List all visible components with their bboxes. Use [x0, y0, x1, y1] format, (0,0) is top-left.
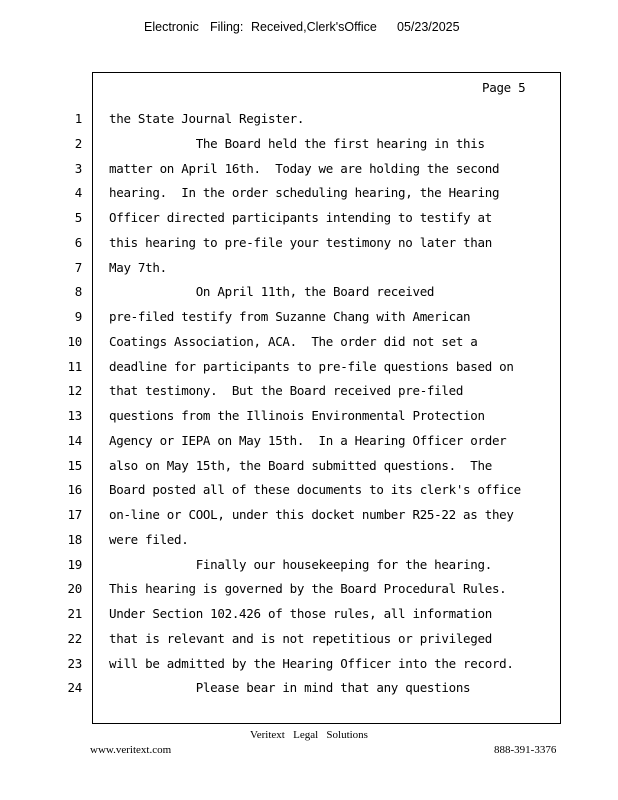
- line-number: 2: [74, 135, 82, 151]
- transcript-line: that testimony. But the Board received pre-filed: [109, 383, 464, 399]
- transcript-line: pre-filed testify from Suzanne Chang with American: [109, 309, 471, 324]
- line-number: 13: [67, 408, 82, 423]
- line-number: 4: [74, 185, 82, 201]
- transcript-line: This hearing is governed by the Board Procedural Rules.: [109, 581, 507, 597]
- transcript-line: Agency or IEPA on May 15th. In a Hearing Officer order: [109, 432, 507, 448]
- line-number: 16: [67, 482, 82, 498]
- transcript-line: Finally our housekeeping for the hearing.: [109, 556, 492, 572]
- line-number: 3: [74, 160, 82, 176]
- transcript-line: this hearing to pre-file your testimony no later than: [109, 234, 492, 250]
- footer-website: www.veritext.com: [90, 744, 172, 756]
- footer-company: Veritext Legal Solutions: [250, 729, 368, 741]
- transcript-line: Board posted all of these documents to its clerk's office: [109, 482, 521, 498]
- line-number: 9: [74, 309, 82, 324]
- header-filing: Filing:: [210, 20, 244, 34]
- transcript-line: were filed.: [109, 531, 189, 547]
- transcript-line: on-line or COOL, under this docket number R25-22 as they: [109, 507, 514, 522]
- line-number: 7: [74, 259, 82, 275]
- line-number: 17: [67, 507, 82, 522]
- line-number: 10: [67, 333, 82, 349]
- transcript-line: the State Journal Register.: [109, 111, 305, 126]
- line-number: 20: [67, 581, 82, 597]
- transcript-line: On April 11th, the Board received: [109, 284, 435, 300]
- line-number: 19: [67, 556, 82, 572]
- line-number: 11: [67, 358, 82, 374]
- line-number: 21: [67, 606, 82, 621]
- transcript-line: matter on April 16th. Today we are holding the second: [109, 160, 500, 176]
- line-number: 23: [67, 655, 82, 671]
- line-number: 24: [67, 680, 82, 696]
- line-number: 14: [67, 432, 82, 448]
- header-date: 05/23/2025: [397, 20, 460, 34]
- transcript-line: also on May 15th, the Board submitted questions. The: [109, 457, 492, 473]
- transcript-line: will be admitted by the Hearing Officer into the record.: [109, 655, 514, 671]
- transcript-line: Under Section 102.426 of those rules, all information: [109, 606, 492, 621]
- header-electronic: Electronic: [144, 20, 199, 34]
- transcript-line: questions from the Illinois Environmental Protection: [109, 408, 485, 423]
- transcript-line: Please bear in mind that any questions: [109, 680, 471, 696]
- transcript-line: deadline for participants to pre-file questions based on: [109, 358, 514, 374]
- line-number: 22: [67, 630, 82, 646]
- line-number: 5: [74, 210, 82, 225]
- line-number: 18: [67, 531, 82, 547]
- filing-stamp-header: [0, 20, 618, 38]
- transcript-line: May 7th.: [109, 259, 167, 275]
- transcript-line: The Board held the first hearing in this: [109, 135, 485, 151]
- footer-phone: 888-391-3376: [494, 744, 557, 756]
- line-number: 12: [67, 383, 82, 399]
- line-number: 8: [74, 284, 82, 300]
- line-number: 15: [67, 457, 82, 473]
- page-number: Page 5: [482, 80, 526, 95]
- line-number: 1: [74, 111, 82, 126]
- transcript-line: hearing. In the order scheduling hearing, the Hearing: [109, 185, 500, 201]
- line-number: 6: [74, 234, 82, 250]
- transcript-line: that is relevant and is not repetitious or privileged: [109, 630, 492, 646]
- transcript-line: Officer directed participants intending to testify at: [109, 210, 492, 225]
- header-received: Received,Clerk'sOffice: [251, 20, 377, 34]
- transcript-line: Coatings Association, ACA. The order did not set a: [109, 333, 478, 349]
